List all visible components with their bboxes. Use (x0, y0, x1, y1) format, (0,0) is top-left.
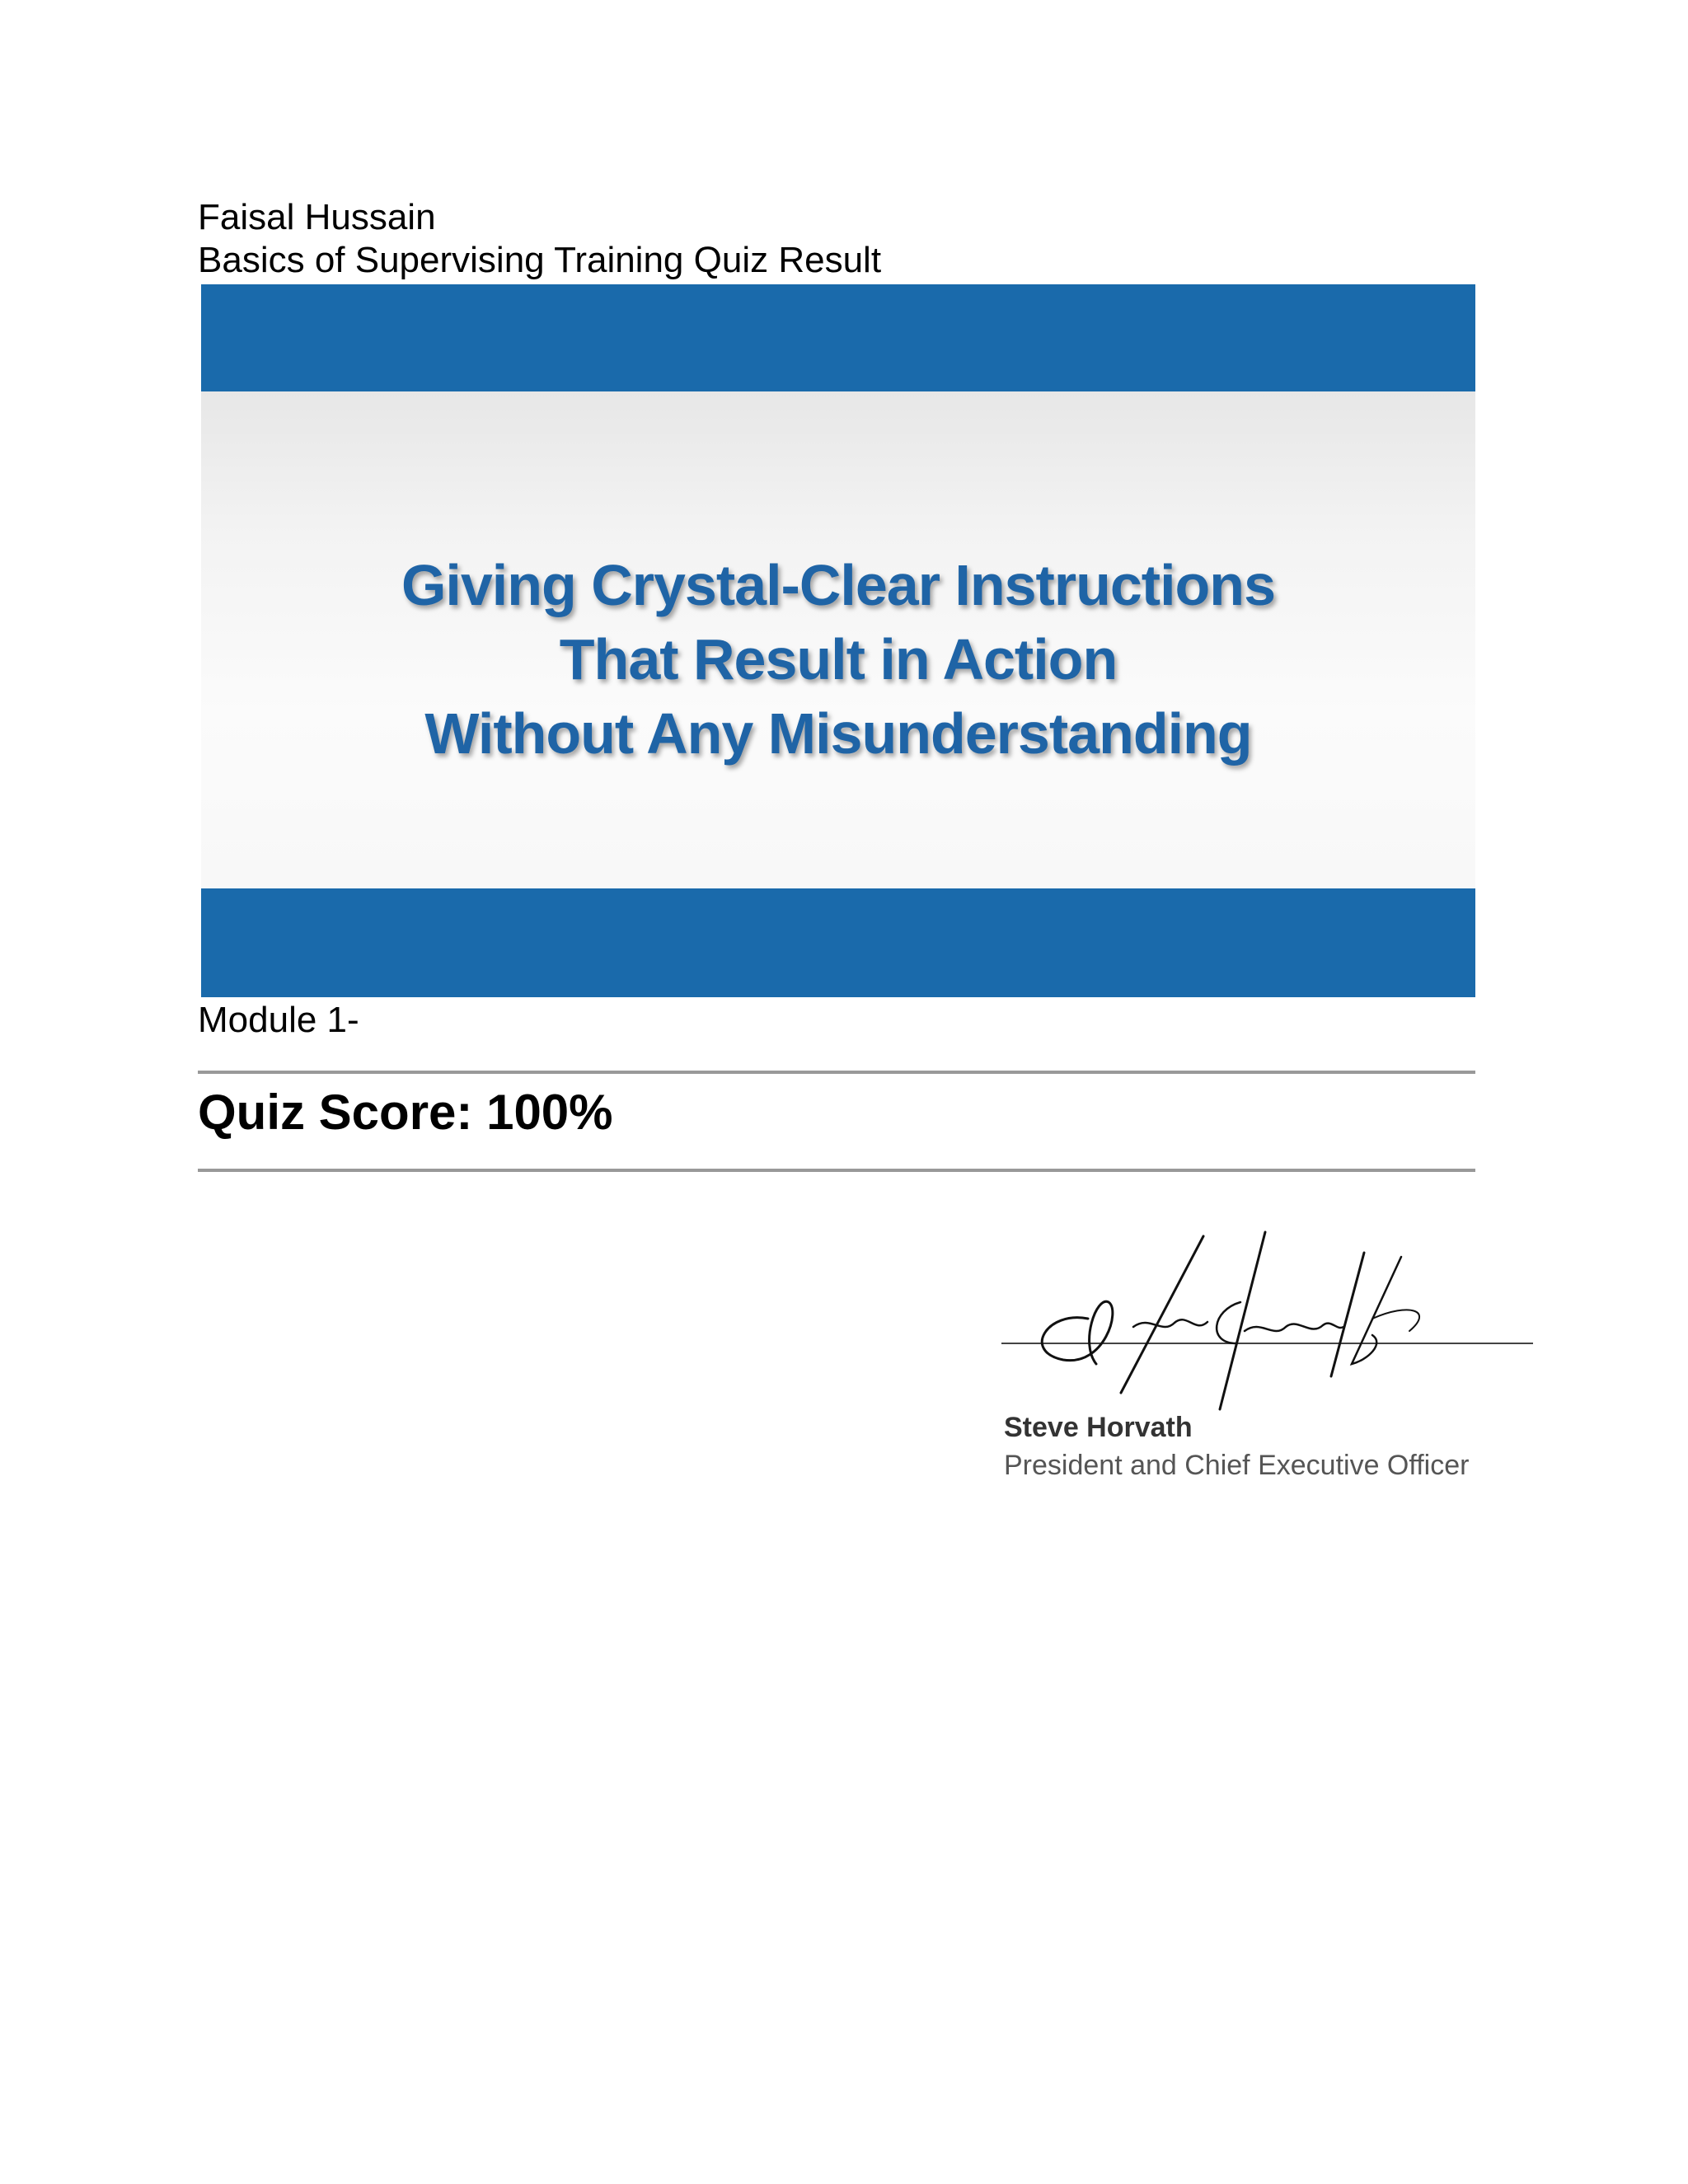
signature-stroke-5 (1217, 1302, 1240, 1343)
banner-line-2: That Result in Action (559, 627, 1118, 691)
divider-bottom (198, 1169, 1475, 1172)
recipient-name: Faisal Hussain (198, 197, 436, 237)
quiz-score: Quiz Score: 100% (198, 1085, 613, 1140)
signature-image (997, 1220, 1541, 1418)
banner-headline (201, 548, 1475, 771)
banner-bottom-bar (201, 888, 1475, 997)
signature-stroke-1 (1042, 1301, 1113, 1364)
banner-line-3: Without Any Misunderstanding (424, 701, 1252, 766)
signer-name: Steve Horvath (1004, 1412, 1193, 1443)
document-title: Basics of Supervising Training Quiz Result (198, 240, 882, 280)
signature-stroke-4 (1220, 1232, 1265, 1409)
module-label: Module 1- (198, 1000, 359, 1040)
signature-stroke-9 (1372, 1310, 1419, 1331)
signature-stroke-3 (1133, 1319, 1207, 1327)
banner-line-1: Giving Crystal-Clear Instructions (401, 553, 1276, 617)
signer-title: President and Chief Executive Officer (1004, 1450, 1470, 1481)
signature-stroke-2 (1121, 1236, 1203, 1393)
signature-stroke-6 (1245, 1324, 1343, 1331)
signature-stroke-7 (1331, 1253, 1364, 1376)
divider-top (198, 1071, 1475, 1074)
module-banner-image (201, 284, 1475, 997)
banner-top-bar (201, 284, 1475, 391)
